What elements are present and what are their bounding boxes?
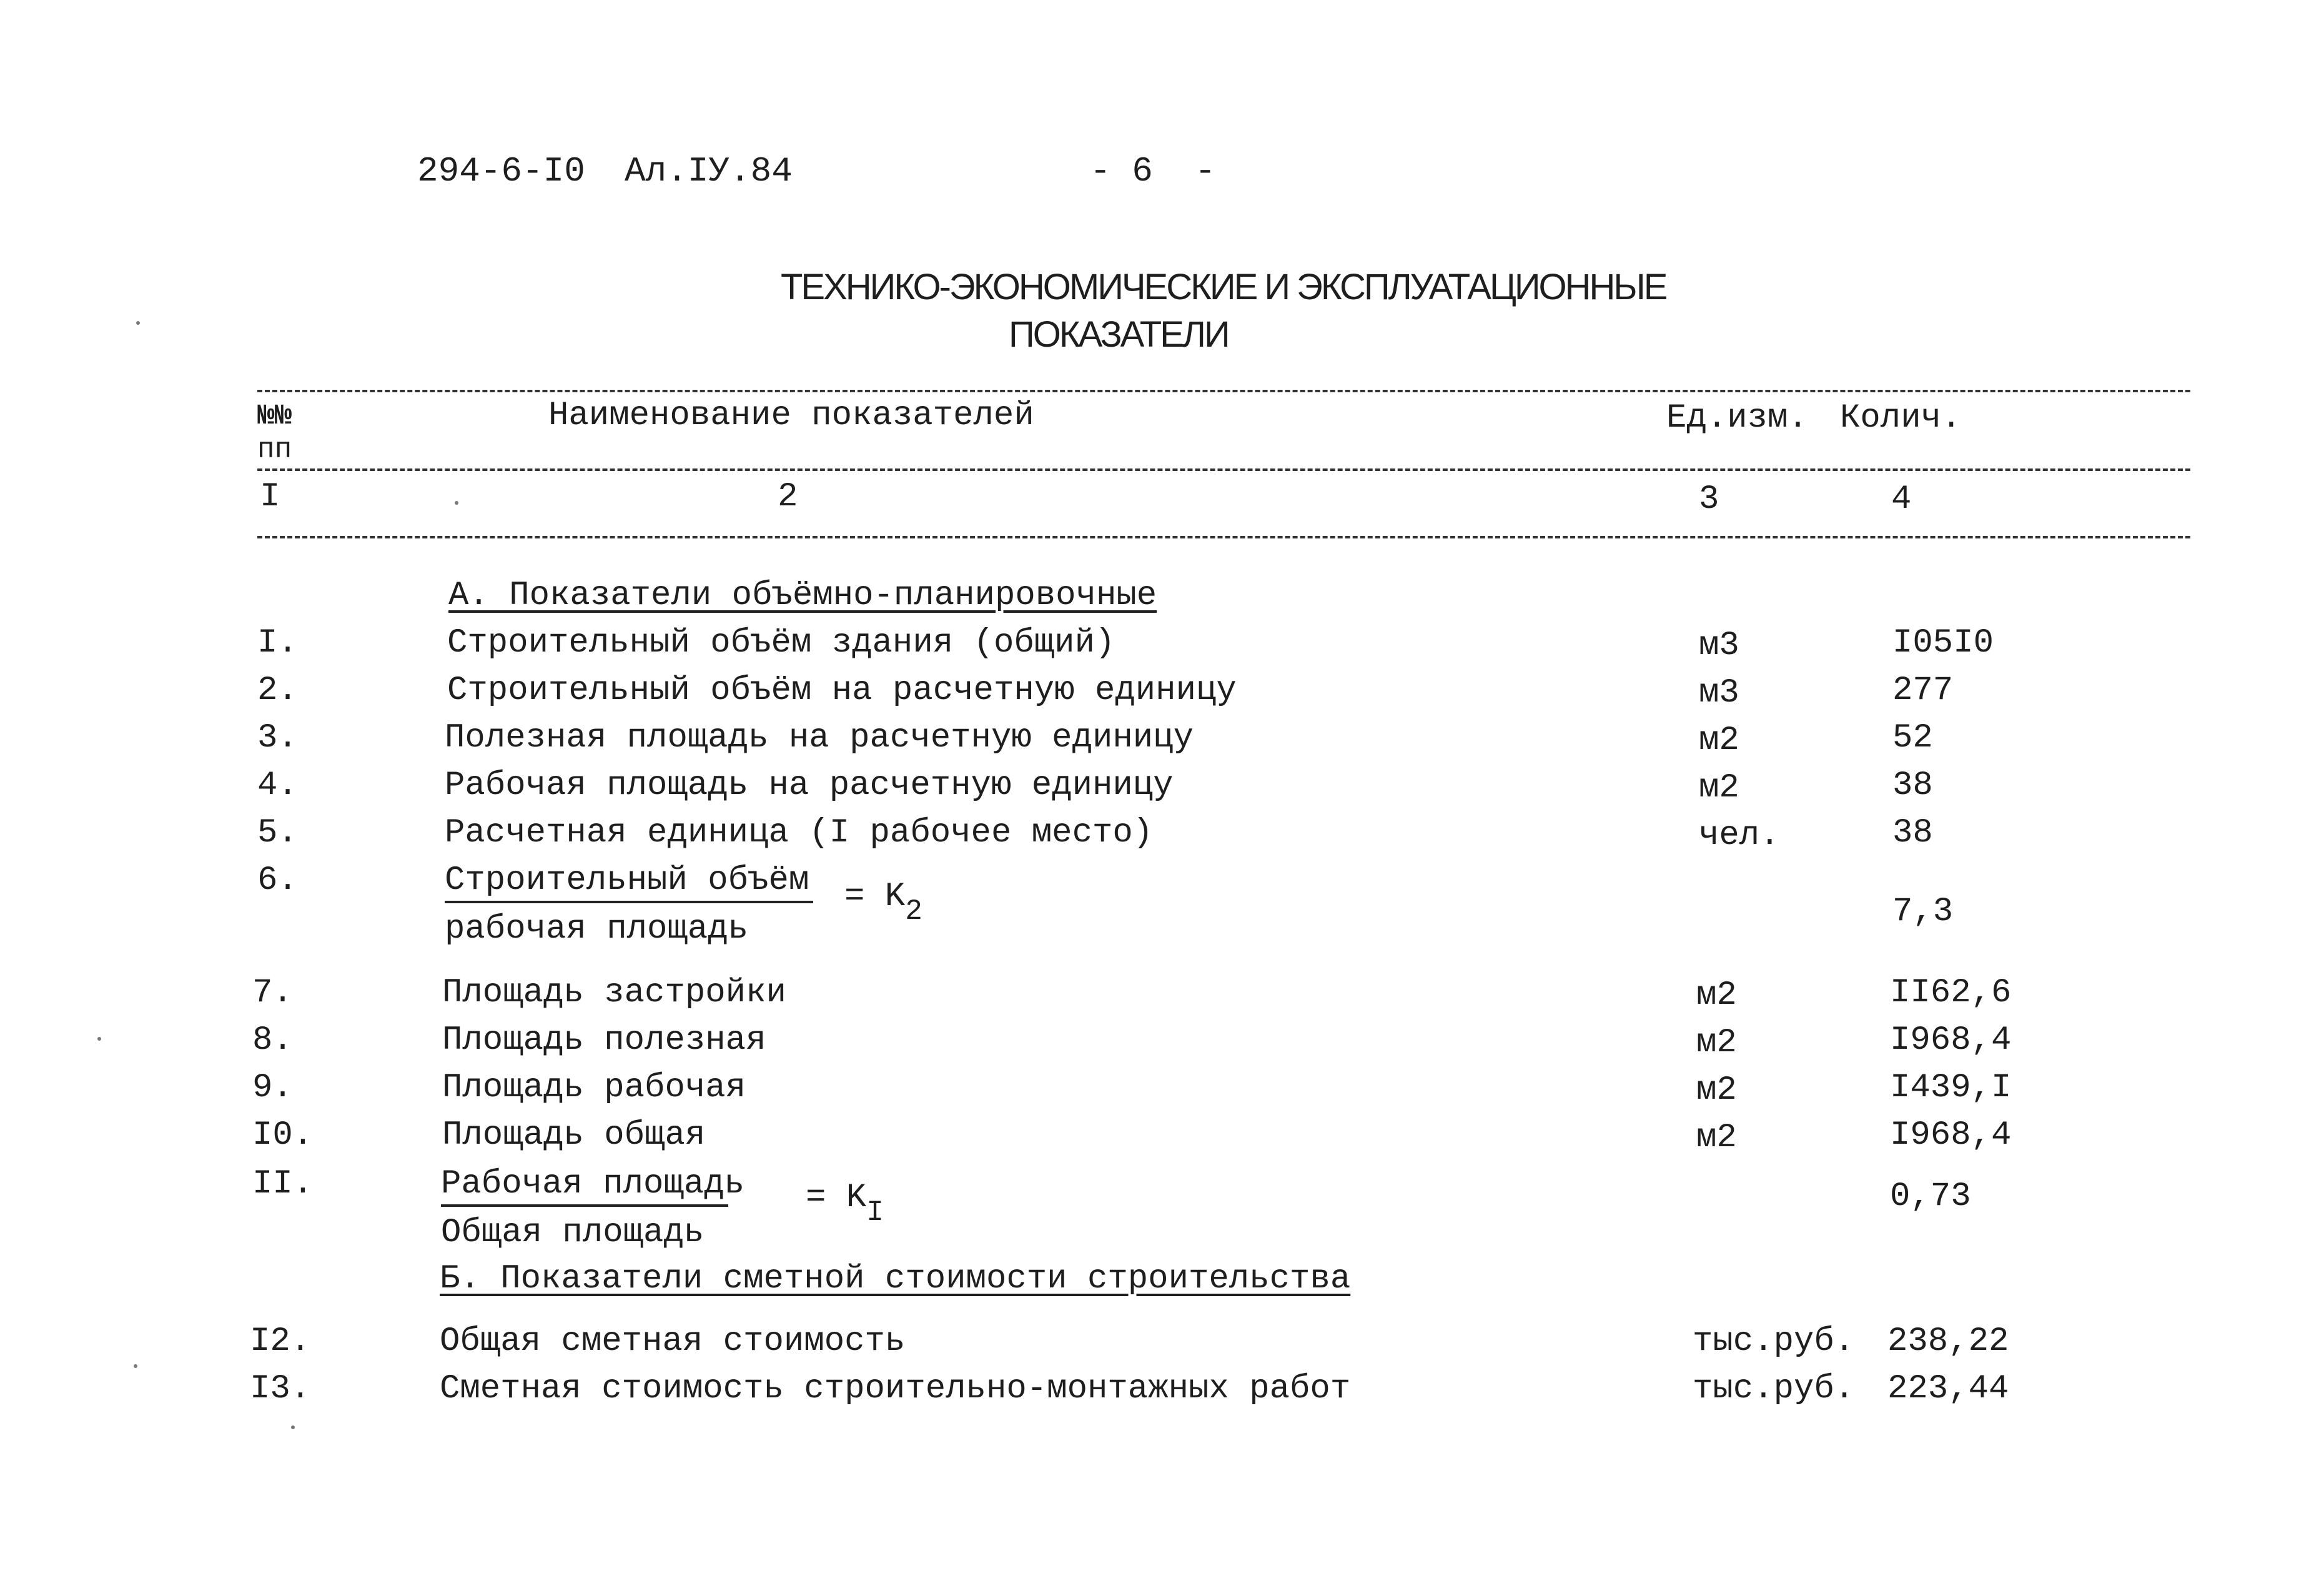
header-unit: Ед.изм. (1666, 399, 1808, 437)
row-qty: 38 (1892, 766, 1933, 805)
row-number: II. (252, 1165, 314, 1203)
scan-speck (136, 321, 140, 325)
page-number: - 6 - (1090, 151, 1216, 191)
fraction-bar (445, 901, 813, 903)
header-number-line-2: пп (257, 434, 292, 466)
row-name: Строительный объём здания (общий) (447, 624, 1115, 662)
coefficient-subscript: I (866, 1196, 884, 1229)
row-name: Сметная стоимость строительно-монтажных работ (440, 1370, 1351, 1408)
column-number-2: 2 (778, 478, 798, 516)
row-number: 7. (252, 974, 293, 1012)
row-name: Площадь рабочая (442, 1069, 746, 1107)
row-number: 4. (257, 766, 298, 805)
title-line-1: ТЕХНИКО-ЭКОНОМИЧЕСКИЕ И ЭКСПЛУАТАЦИОННЫЕ (781, 267, 1666, 307)
row-number: I2. (250, 1322, 311, 1360)
row-name: Полезная площадь на расчетную единицу (445, 719, 1194, 757)
row-unit: м2 (1696, 976, 1737, 1014)
scan-speck (291, 1425, 295, 1429)
row-number: 6. (257, 861, 298, 900)
coefficient-symbol: = K (844, 878, 906, 916)
row-number: 2. (257, 672, 298, 710)
header-number-line-1: №№ (257, 400, 292, 432)
row-name: Площадь полезная (442, 1021, 766, 1059)
table-top-rule (257, 390, 2190, 392)
row-name: Площадь общая (442, 1116, 706, 1154)
row-qty: I968,4 (1890, 1021, 2012, 1059)
row-name: Строительный объём на расчетную единицу (447, 672, 1237, 710)
row-name: Рабочая площадь на расчетную единицу (445, 766, 1174, 805)
document-code: 294-6-I0 (417, 151, 585, 191)
row-number: 9. (252, 1069, 293, 1107)
table-header-rule (257, 468, 2190, 471)
scan-speck (134, 1364, 137, 1368)
row-qty: 238,22 (1887, 1322, 2009, 1360)
row-qty: I439,I (1890, 1069, 2012, 1107)
fraction-bar (441, 1204, 728, 1207)
row-qty: 223,44 (1887, 1370, 2009, 1408)
row-number: I. (257, 624, 298, 662)
row-name: Общая сметная стоимость (440, 1322, 906, 1360)
row-number: I0. (252, 1116, 314, 1154)
section-b-heading: Б. Показатели сметной стоимости строительства (440, 1260, 1351, 1298)
row-number: 3. (257, 719, 298, 757)
row-unit: м3 (1699, 627, 1739, 665)
scan-speck (455, 501, 458, 505)
scan-speck (97, 1037, 101, 1041)
coefficient-symbol: = K (806, 1179, 867, 1217)
header-qty: Колич. (1840, 399, 1962, 437)
row-qty: 52 (1892, 719, 1933, 757)
title-line-2: ПОКАЗАТЕЛИ (1009, 314, 1229, 355)
row-qty: I05I0 (1892, 624, 1994, 662)
row-qty: 7,3 (1892, 893, 1954, 931)
row-number: 5. (257, 814, 298, 852)
row-unit: м2 (1696, 1024, 1737, 1062)
row-unit: м2 (1696, 1071, 1737, 1109)
row-name: Площадь застройки (442, 974, 786, 1012)
fraction-numerator: Рабочая площадь (441, 1165, 745, 1203)
row-unit: тыс.руб. (1693, 1370, 1855, 1408)
row-number: I3. (250, 1370, 311, 1408)
coefficient (806, 1179, 884, 1229)
coefficient-subscript: 2 (905, 895, 922, 928)
row-qty: 38 (1892, 814, 1933, 852)
row-qty: II62,6 (1890, 974, 2012, 1012)
row-unit: м2 (1699, 721, 1739, 760)
row-unit: м3 (1699, 674, 1739, 712)
row-qty: 0,73 (1890, 1177, 1971, 1216)
album-reference: Ал.IУ.84 (625, 151, 793, 191)
column-number-3: 3 (1699, 480, 1719, 518)
row-number: 8. (252, 1021, 293, 1059)
column-number-1: I (260, 478, 280, 516)
column-number-4: 4 (1891, 480, 1912, 518)
row-qty: 277 (1892, 672, 1954, 710)
header-name: Наименование показателей (548, 397, 1034, 435)
row-unit: тыс.руб. (1693, 1322, 1855, 1360)
fraction-denominator: рабочая площадь (445, 910, 749, 948)
fraction-numerator: Строительный объём (445, 861, 809, 900)
row-unit: м2 (1696, 1119, 1737, 1157)
row-unit: м2 (1699, 769, 1739, 807)
row-qty: I968,4 (1890, 1116, 2012, 1154)
row-unit: чел. (1699, 816, 1780, 855)
coefficient (844, 878, 922, 928)
fraction-denominator: Общая площадь (441, 1214, 705, 1252)
section-a-heading: А. Показатели объёмно-планировочные (448, 577, 1157, 615)
row-name: Расчетная единица (I рабочее место) (445, 814, 1154, 852)
table-column-number-rule (257, 536, 2190, 538)
